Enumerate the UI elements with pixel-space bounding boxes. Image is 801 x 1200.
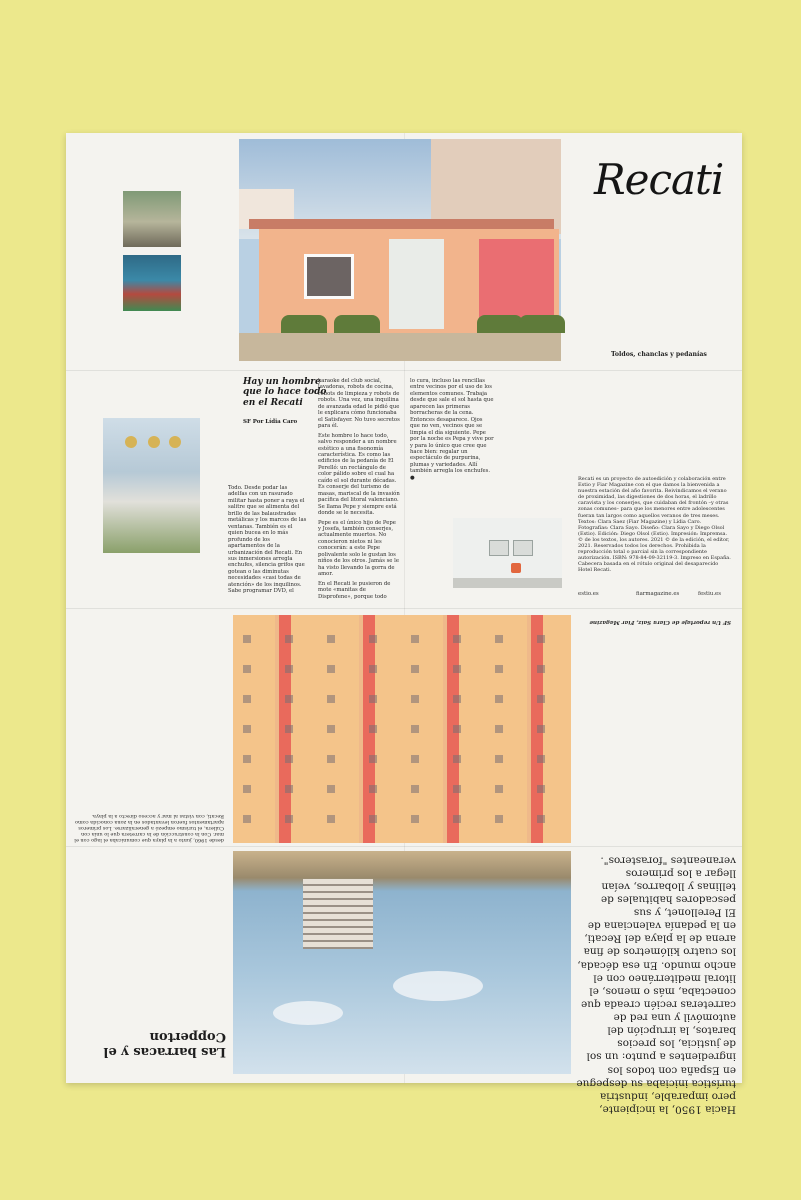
article-column-1: Todo. Desde podar las adelfas con un rasurado militar hasta poner a raya el salitre que se alimenta del brillo de las balaustradas metálicas y los marcos de las ventanas. También es el quien bucea en lo más profundo de los apartamentos de la urbanización del Recati. En sus inmersiones arregla enchufes, silencia grifos que gotean o las diminutas necesidades «casi todas de atención» de los inquilinos. Sabe programar DVD, el (228, 485, 307, 595)
article-byline: SF Por Lídia Caro (243, 419, 298, 425)
beach-towers-photo (233, 851, 571, 1074)
feature-rotated-column: desde 1960, junto a la playa que comunicaba el lago con el mar. Con la construcción de la carretera que lo unía con Cullera, el turismo empezó a generalizarse. Los primeros apartamentos fueron levantados en la zona conocida como Recati, con vistas al mar y acceso directo a la playa. (74, 812, 224, 843)
conserjeria-house-photo (239, 139, 561, 361)
feature-intro: Hacia 1950, la incipiente, pero imparable, industria turística iniciaba su despegue en España con todos los ingredientes a punto: un sol de justicia, los precios baratos, la irrupción del automóvil y una red de carreteras recién creada que conectaba, más o menos, el litoral mediterráneo con el ancho mundo. En esa década, los cuatro kilómetros de fina arena de la playa del Recati, en la pedanía valenciana de El Perellonet, y sus pescadores habituales de tellinas y llobarros, veían llegar a los primeros veraneantes "forasteros". (576, 854, 736, 1116)
apartment-facade-photo (233, 615, 571, 843)
article-title: Hay un hombre que lo hace todo en el Recati (243, 377, 327, 408)
feature-title: Las barracas y el Copperton (103, 1028, 226, 1059)
article-column-3: lo cura, incluso las rencillas entre vecinos por el uso de los elementos comunes. Trabaja desde que sale el sol hasta que aparecen las primeras borracheras de la cena. Entonces desaparece. Ojos que no ven, vecinos que se limpia el día siguiente. Pepe por la noche es Pepa y vive por y para lo único que cree que hace bien: regalar un espectáculo de purpurina, plumas y variedades. Allí también arregla los enchufes. ● (410, 378, 494, 481)
footer-link-fiar[interactable]: fiarmagazine.es (636, 591, 680, 597)
newspaper-sheet (66, 133, 742, 1116)
recati-logo: Recati (594, 155, 724, 204)
footer-link-festiu[interactable]: festiu.es (698, 591, 721, 597)
article-column-2: karaoke del club social, lavadoras, robots de cocina, robots de limpieza y robots de robots. Una vez, una inquilina de avanzada edad le pidió que le explicara cómo funcionaba el Satisfayer. No tuvo secretos para él. Este hombre lo hace todo, salvo responder a un nombre estético a una fisonomía característica. Es como las edificios de la pedanía de El Perelló: un rectángulo de color pálido sobre el cual ha caído el sol durante décadas. Es conserje del turismo de masas, mariscal de la invasión pacífica del litoral valenciano. Se llama Pepe y siempre está donde se le necesita. Pepe es el único hijo de Pepe y Josefa, también conserjes, actualmente muertos. No conocieron nietos ni les conocerán: a este Pepe polivalente solo le gustan los niños de los otros. Jamás se le ha visto llevando la gorra de amor. En el Recati le pusieron de mote «manitas de Disprofene», porque todo (318, 378, 400, 600)
whitewashed-walls-photo (103, 418, 200, 553)
shopping-carts-photo (123, 191, 181, 247)
tagline: Toldos, chanclas y pedanías (611, 351, 707, 358)
meter-boxes-photo (453, 518, 562, 588)
playground-photo (123, 255, 181, 311)
report-credit-line: SF Un reportaje de Clara Saiz, Fiar Magazine (589, 618, 731, 625)
credits-text: Recati es un proyecto de autoedición y colaboración entre Estio y Fiar Magazine con el que damos la bienvenida a nuestra estación del año favorita. Reivindicamos el verano de proximidad, las digestiones de dos horas, el ladrillo caravista y los conserjes, que cuidaban del frontón –y otras zonas comunes– para que los menores entre adolescentes fueran tan largos como aquellos veranos de tres meses. Textos: Clara Saez (Fiar Magazine) y Lídia Caro. Fotografías: Clara Sayo. Diseño: Clara Sayo y Diego Olsol (Estio). Edición: Diego Olsol (Estio). Impresión: Impremsa. © de los textos, los autores. 2021 © de la edición, el editor, 2021. Reservados todos los derechos. Prohibida la reproducción total o parcial sin la correspondiente autorización. ISBN: 978-84-09-32119-3. Impreso en España. Cabecera basada en el rótulo original del desaparecido Hotel Recati. (578, 476, 731, 574)
footer-link-estio[interactable]: estio.es (578, 591, 599, 597)
